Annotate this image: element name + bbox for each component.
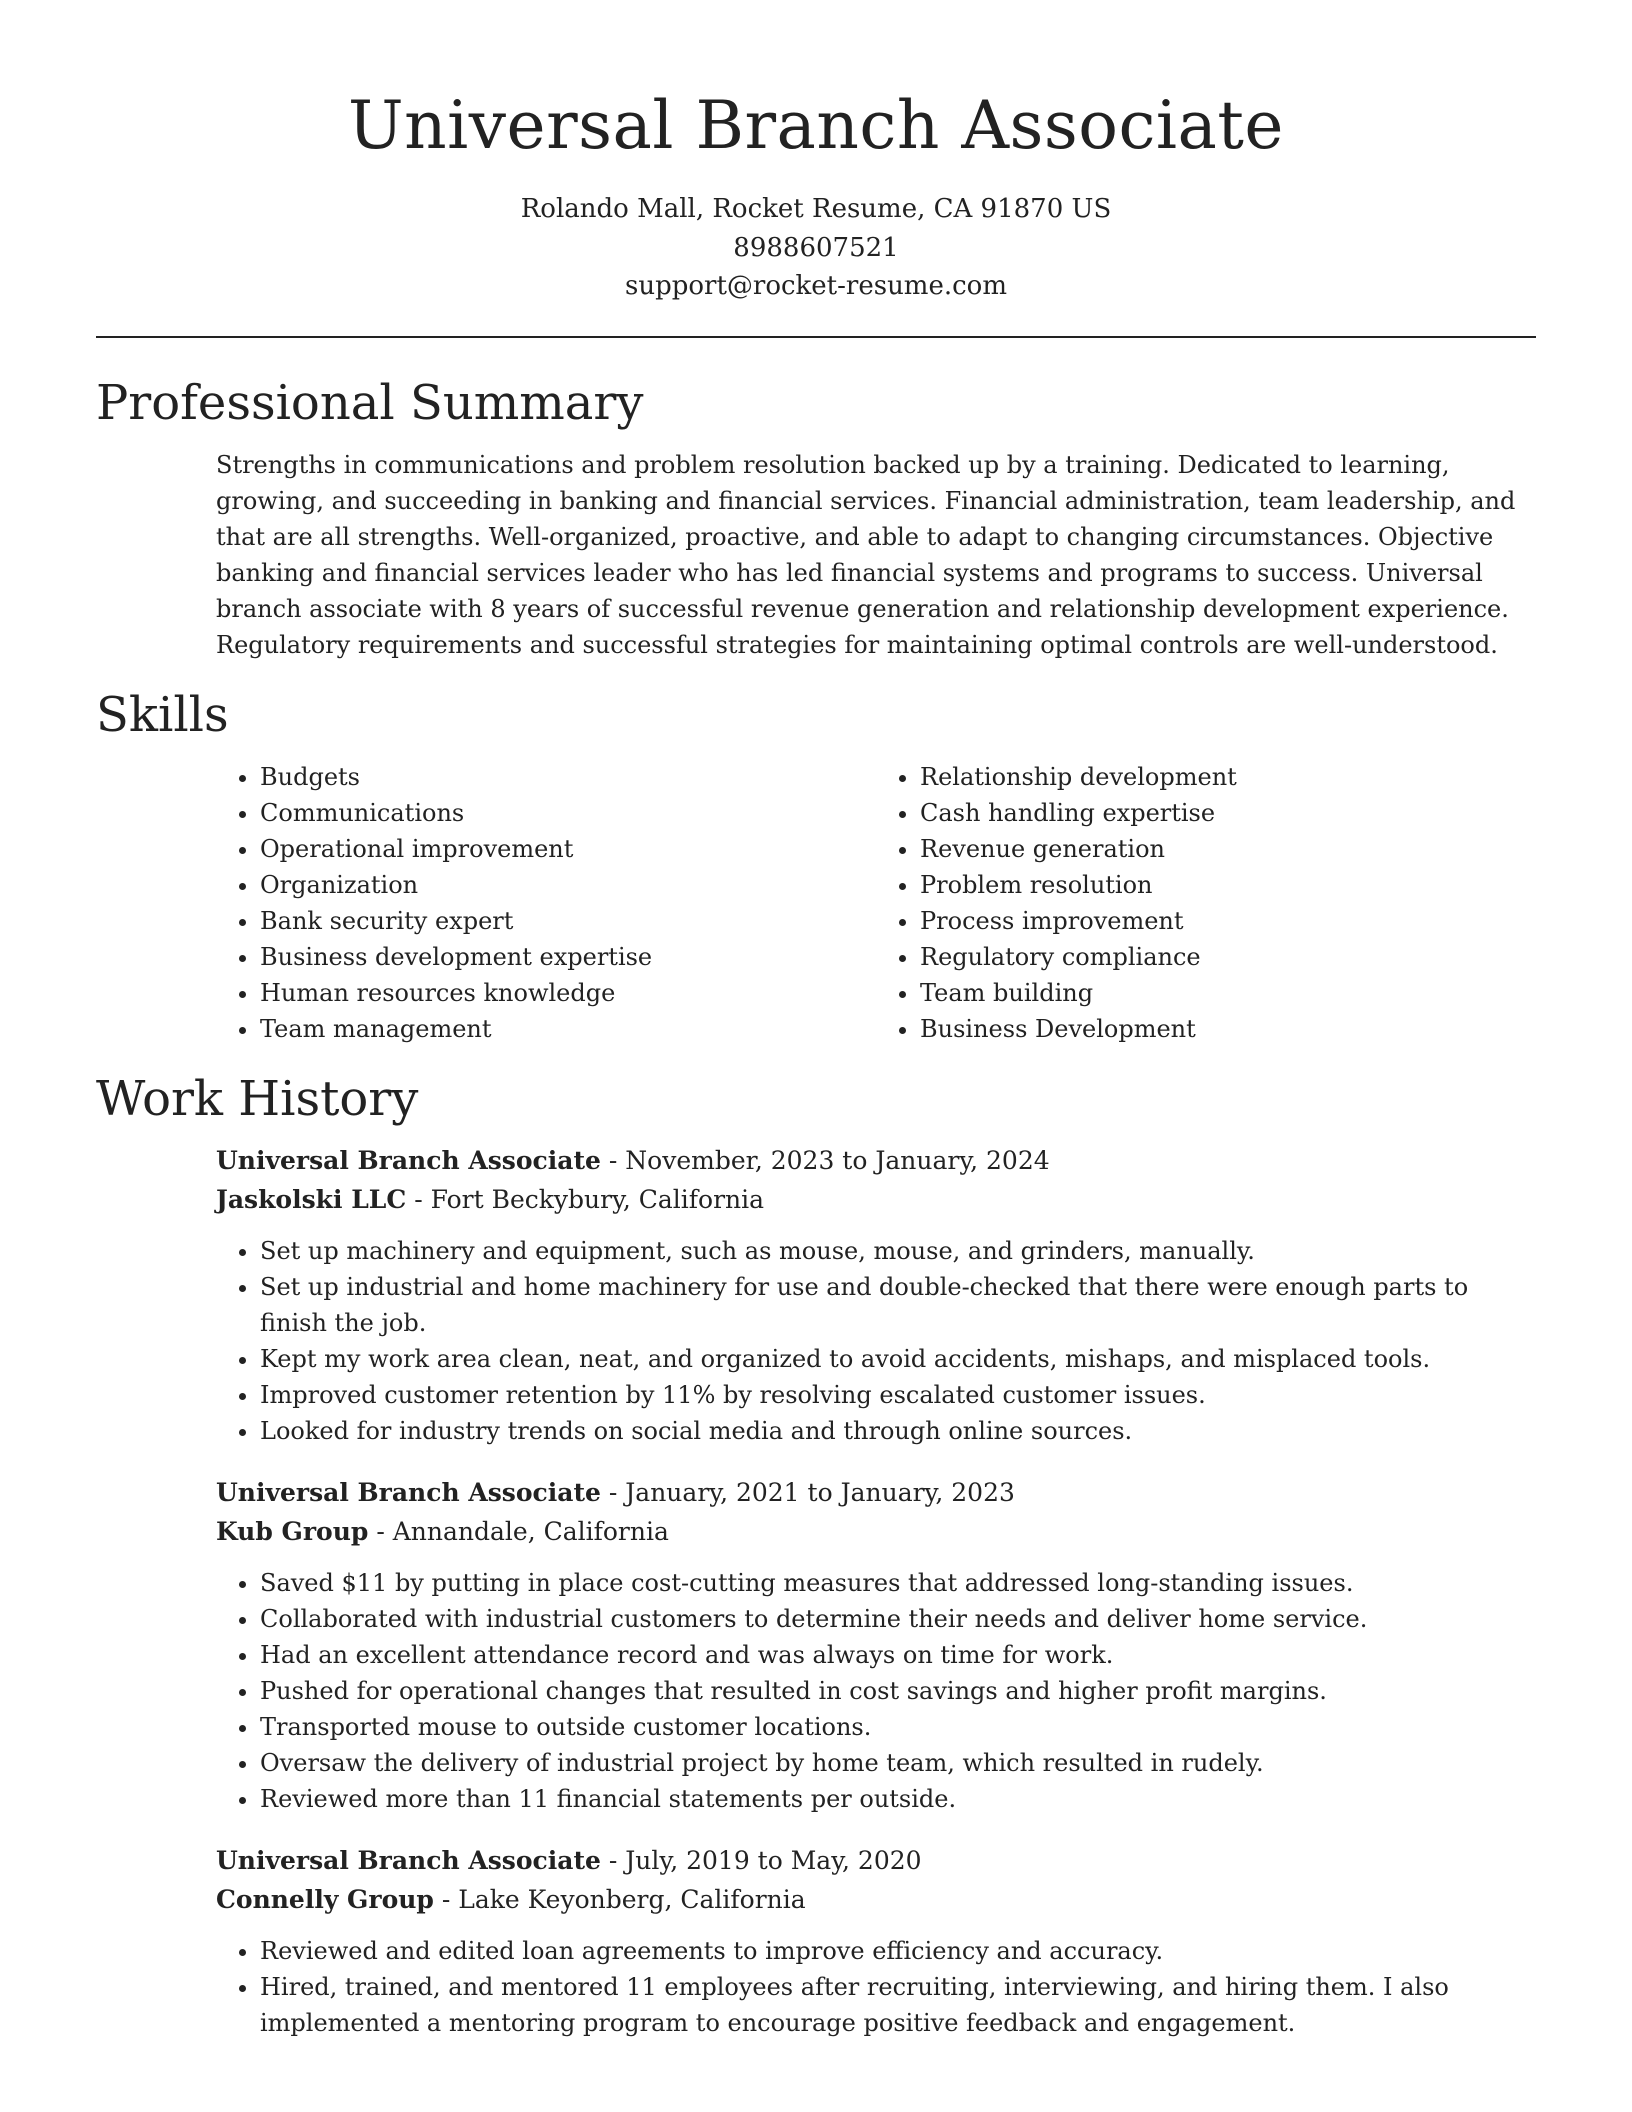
job-location: Fort Beckybury, California [430, 1184, 765, 1214]
skill-item: • Team building [920, 975, 1536, 1011]
job-separator: - [433, 1884, 459, 1914]
skills-list-left [216, 759, 876, 1047]
skill-item: • Revenue generation [920, 831, 1536, 867]
work-history-heading: Work History [96, 1070, 419, 1127]
skill-item: • Problem resolution [920, 867, 1536, 903]
job-company: Connelly Group [216, 1884, 434, 1914]
job-company-line [216, 1512, 1536, 1551]
job-bullet: • Reviewed and edited loan agreements to improve efficiency and accuracy. [260, 1933, 1536, 1969]
job-location: Annandale, California [392, 1516, 669, 1546]
job-separator: - [600, 1145, 626, 1175]
resume-page [96, 0, 1536, 2041]
job-bullet: • Set up machinery and equipment, such as mouse, mouse, and grinders, manually. [260, 1233, 1536, 1269]
skill-item: • Relationship development [920, 759, 1536, 795]
job-company-line [216, 1880, 1536, 1919]
contact-address: Rolando Mall, Rocket Resume, CA 91870 US [520, 194, 1112, 224]
job-entry [216, 1141, 1536, 1449]
skill-item: • Business Development [920, 1011, 1536, 1047]
resume-header [96, 0, 1536, 306]
job-bullet: • Looked for industry trends on social media and through online sources. [260, 1413, 1536, 1449]
skill-item: • Communications [260, 795, 876, 831]
job-bullet: • Transported mouse to outside customer locations. [260, 1709, 1536, 1745]
job-company-line [216, 1180, 1536, 1219]
job-title: Universal Branch Associate [216, 1477, 601, 1507]
job-separator: - [600, 1477, 626, 1507]
skill-item: • Bank security expert [260, 903, 876, 939]
job-dates: November, 2023 to January, 2024 [625, 1145, 1050, 1175]
job-bullet: • Oversaw the delivery of industrial project by home team, which resulted in rudely. [260, 1745, 1536, 1781]
job-bullet: • Had an excellent attendance record and was always on time for work. [260, 1637, 1536, 1673]
summary-section [216, 447, 1536, 663]
job-bullet: • Set up industrial and home machinery for use and double-checked that there were enough parts to finish the job. [260, 1269, 1536, 1341]
skill-item: • Operational improvement [260, 831, 876, 867]
job-bullet-list [216, 1565, 1536, 1817]
job-dates: January, 2021 to January, 2023 [625, 1477, 1015, 1507]
job-title-line [216, 1473, 1536, 1512]
job-title: Universal Branch Associate [216, 1845, 601, 1875]
job-bullet: • Reviewed more than 11 financial statements per outside. [260, 1781, 1536, 1817]
job-bullet: • Collaborated with industrial customers to determine their needs and deliver home service. [260, 1601, 1536, 1637]
job-title: Universal Branch Associate [216, 1145, 601, 1175]
skill-item: • Organization [260, 867, 876, 903]
contact-email: support@rocket-resume.com [624, 271, 1007, 301]
job-separator: - [600, 1845, 626, 1875]
job-bullet: • Pushed for operational changes that resulted in cost savings and higher profit margins. [260, 1673, 1536, 1709]
job-location: Lake Keyonberg, California [458, 1884, 806, 1914]
skill-item: • Regulatory compliance [920, 939, 1536, 975]
job-bullet: • Saved $11 by putting in place cost-cutting measures that addressed long-standing issues. [260, 1565, 1536, 1601]
job-title-line [216, 1141, 1536, 1180]
job-bullet: • Hired, trained, and mentored 11 employees after recruiting, interviewing, and hiring them. I also implemented a mentoring program to encourage positive feedback and engagement. [260, 1969, 1536, 2041]
skills-heading: Skills [96, 686, 229, 743]
header-divider [96, 336, 1536, 338]
job-entry [216, 1841, 1536, 2041]
job-bullet: • Kept my work area clean, neat, and organized to avoid accidents, mishaps, and misplaced tools. [260, 1341, 1536, 1377]
contact-block [96, 190, 1536, 306]
skills-list-right [876, 759, 1536, 1047]
job-entry [216, 1473, 1536, 1817]
skill-item: • Cash handling expertise [920, 795, 1536, 831]
job-separator: - [368, 1516, 393, 1546]
job-company: Kub Group [216, 1516, 369, 1546]
skill-item: • Human resources knowledge [260, 975, 876, 1011]
skill-item: • Budgets [260, 759, 876, 795]
job-bullet: • Improved customer retention by 11% by resolving escalated customer issues. [260, 1377, 1536, 1413]
job-bullet-list [216, 1933, 1536, 2041]
job-bullet-list [216, 1233, 1536, 1449]
job-dates: July, 2019 to May, 2020 [625, 1845, 922, 1875]
skill-item: • Process improvement [920, 903, 1536, 939]
resume-name: Universal Branch Associate [348, 87, 1284, 164]
summary-heading: Professional Summary [96, 374, 644, 431]
job-separator: - [406, 1184, 431, 1214]
job-company: Jaskolski LLC [216, 1184, 407, 1214]
summary-text: Strengths in communications and problem resolution backed up by a training. Dedicated to learning, growing, and succeeding in banking and financial services. Financial administration, team leadership, and that are all strengths. Well-organized, proactive, and able to adapt to changing circumstances. Objective banking and financial services leader who has led financial systems and programs to success. Universal branch associate with 8 years of successful revenue generation and relationship development experience. Regulatory requirements and successful strategies for maintaining optimal controls are well-understood. [216, 450, 1516, 659]
skills-section [216, 759, 1536, 1047]
skill-item: • Team management [260, 1011, 876, 1047]
work-history-section [216, 1141, 1536, 2041]
contact-phone: 8988607521 [733, 232, 899, 263]
skill-item: • Business development expertise [260, 939, 876, 975]
job-title-line [216, 1841, 1536, 1880]
